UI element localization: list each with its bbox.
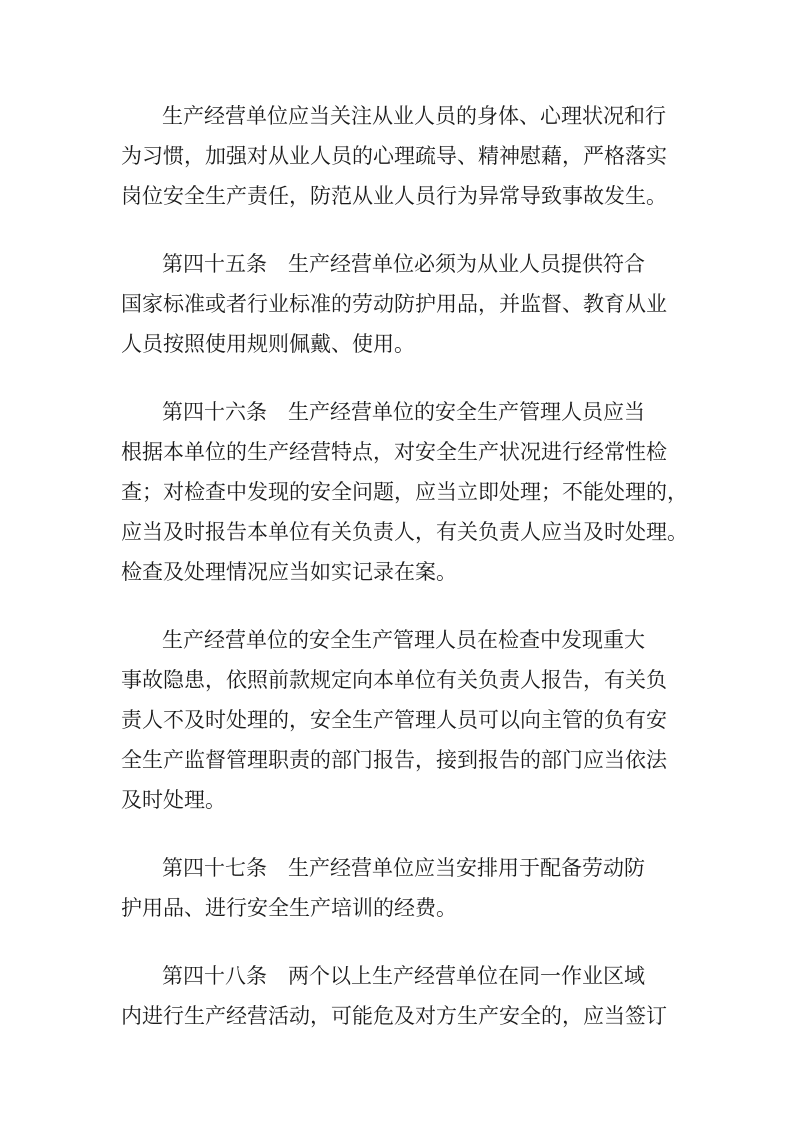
- text-line: 第四十七条 生产经营单位应当安排用于配备劳动防: [162, 856, 645, 880]
- text-line: 内进行生产经营活动，可能危及对方生产安全的，应当签订: [121, 1004, 667, 1028]
- text-line: 查；对检查中发现的安全问题，应当立即处理；不能处理的，: [121, 480, 688, 504]
- text-line: 第四十五条 生产经营单位必须为从业人员提供符合: [162, 252, 645, 276]
- text-line: 应当及时报告本单位有关负责人，有关负责人应当及时处理。: [121, 520, 688, 544]
- text-line: 第四十六条 生产经营单位的安全生产管理人员应当: [162, 400, 645, 424]
- text-line: 生产经营单位的安全生产管理人员在检查中发现重大: [162, 628, 645, 652]
- text-line: 责人不及时处理的，安全生产管理人员可以向主管的负有安: [121, 708, 667, 732]
- text-line: 事故隐患，依照前款规定向本单位有关负责人报告，有关负: [121, 668, 667, 692]
- text-line: 生产经营单位应当关注从业人员的身体、心理状况和行: [162, 104, 666, 128]
- text-line: 全生产监督管理职责的部门报告，接到报告的部门应当依法: [121, 748, 667, 772]
- text-line: 第四十八条 两个以上生产经营单位在同一作业区域: [162, 964, 645, 988]
- text-line: 岗位安全生产责任，防范从业人员行为异常导致事故发生。: [121, 184, 667, 208]
- text-line: 根据本单位的生产经营特点，对安全生产状况进行经常性检: [121, 440, 667, 464]
- text-line: 检查及处理情况应当如实记录在案。: [121, 560, 457, 584]
- text-line: 国家标准或者行业标准的劳动防护用品，并监督、教育从业: [121, 292, 667, 316]
- text-line: 及时处理。: [121, 788, 226, 812]
- text-line: 人员按照使用规则佩戴、使用。: [121, 332, 415, 356]
- text-line: 为习惯，加强对从业人员的心理疏导、精神慰藉，严格落实: [121, 144, 667, 168]
- text-line: 护用品、进行安全生产培训的经费。: [121, 896, 457, 920]
